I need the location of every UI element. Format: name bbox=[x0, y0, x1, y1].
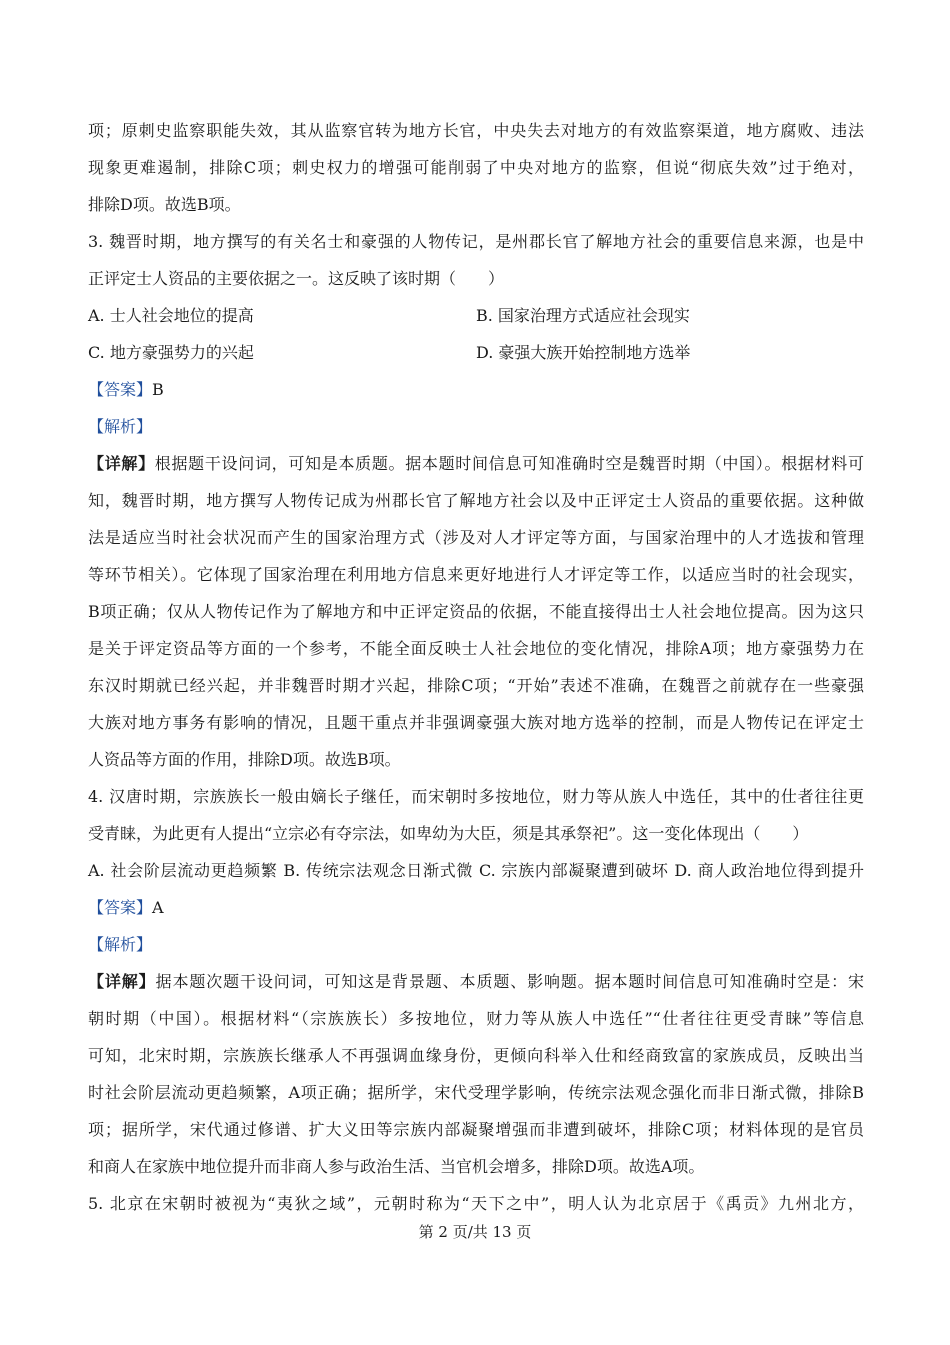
detail-text: 据本题次题干设问词，可知这是背景题、本质题、影响题。据本题时间信息可知准确时空是：宋 bbox=[155, 972, 864, 991]
text-line: 排除D项。故选B项。 bbox=[88, 195, 241, 214]
detail-line bbox=[88, 963, 864, 1000]
detail-line: 大族对地方事务有影响的情况，且题干重点并非强调豪强大族对地方选举的控制，而是人物传记在评定士 bbox=[88, 713, 864, 732]
detail-text: 根据题干设问词，可知是本质题。据本题时间信息可知准确时空是魏晋时期（中国）。根据材料可 bbox=[154, 454, 864, 473]
detail-line: 等环节相关）。它体现了国家治理在利用地方信息来更好地进行人才评定等工作，以适应当时的社会现实， bbox=[88, 565, 864, 584]
detail-line: 法是适应当时社会状况而产生的国家治理方式（涉及对人才评定等方面，与国家治理中的人才选拔和管理 bbox=[88, 528, 864, 547]
question-5 bbox=[88, 1185, 864, 1222]
prev-question-continuation bbox=[88, 112, 864, 223]
detail-line: 知，魏晋时期，地方撰写人物传记成为州郡长官了解地方社会以及中正评定士人资品的重要依据。这种做 bbox=[88, 491, 864, 510]
options-row bbox=[88, 297, 864, 334]
text-line: 项；原刺史监察职能失效，其从监察官转为地方长官，中央失去对地方的有效监察渠道，地方腐败、违法 bbox=[88, 121, 864, 140]
answer-value: A bbox=[152, 898, 164, 917]
question-4 bbox=[88, 778, 864, 1185]
analysis-tag: 【解析】 bbox=[88, 935, 153, 954]
detail-line: B项正确；仅从人物传记作为了解地方和中正评定资品的依据，不能直接得出士人社会地位提高。因为这只 bbox=[88, 602, 864, 621]
option-d: D. 豪强大族开始控制地方选举 bbox=[476, 343, 691, 362]
detail-line: 是关于评定资品等方面的一个参考，不能全面反映士人社会地位的变化情况，排除A项；地方豪强势力在 bbox=[88, 639, 864, 658]
options-line: A. 社会阶层流动更趋频繁 B. 传统宗法观念日渐式微 C. 宗族内部凝聚遭到破坏 D. 商人政治地位得到提升 bbox=[88, 861, 864, 880]
detail-line: 人资品等方面的作用，排除D项。故选B项。 bbox=[88, 750, 401, 769]
page-footer: 第 2 页/共 13 页 bbox=[418, 1223, 532, 1241]
question-stem-line: 正评定士人资品的主要依据之一。这反映了该时期（ ） bbox=[88, 269, 505, 288]
detail-tag: 【详解】 bbox=[88, 972, 156, 991]
detail-line: 和商人在家族中地位提升而非商人参与政治生活、当官机会增多，排除D项。故选A项。 bbox=[88, 1157, 705, 1176]
question-stem-line: 4. 汉唐时期，宗族族长一般由嫡长子继任，而宋朝时多按地位，财力等从族人中选任，其中的仕者往往更 bbox=[88, 787, 864, 806]
page-content bbox=[88, 112, 864, 1222]
answer-line bbox=[88, 889, 864, 926]
question-stem-line: 5. 北京在宋朝时被视为“夷狄之域”，元朝时称为“天下之中”，明人认为北京居于《禹贡》九州北方， bbox=[88, 1194, 864, 1213]
answer-line bbox=[88, 371, 864, 408]
detail-line: 项；据所学，宋代通过修谱、扩大义田等宗族内部凝聚增强而非遭到破坏，排除C项；材料体现的是官员 bbox=[88, 1120, 864, 1139]
option-a: A. 士人社会地位的提高 bbox=[88, 306, 254, 325]
detail-line: 可知，北宋时期，宗族族长继承人不再强调血缘身份，更倾向科举入仕和经商致富的家族成员，反映出当 bbox=[88, 1046, 864, 1065]
text-line: 现象更难遏制，排除C项；刺史权力的增强可能削弱了中央对地方的监察，但说“彻底失效”过于绝对， bbox=[88, 158, 864, 177]
answer-tag: 【答案】 bbox=[88, 898, 153, 917]
question-stem-line: 3. 魏晋时期，地方撰写的有关名士和豪强的人物传记，是州郡长官了解地方社会的重要信息来源，也是中 bbox=[88, 232, 864, 251]
detail-line: 东汉时期就已经兴起，并非魏晋时期才兴起，排除C项；“开始”表述不准确，在魏晋之前就存在一些豪强 bbox=[88, 676, 864, 695]
option-c: C. 地方豪强势力的兴起 bbox=[88, 343, 254, 362]
answer-value: B bbox=[152, 380, 164, 399]
detail-line bbox=[88, 445, 864, 482]
analysis-tag: 【解析】 bbox=[88, 417, 153, 436]
detail-line: 朝时期（中国）。根据材料“（宗族族长）多按地位，财力等从族人中选任”“仕者往往更受青睐”等信息 bbox=[88, 1009, 864, 1028]
answer-tag: 【答案】 bbox=[88, 380, 153, 399]
detail-line: 时社会阶层流动更趋频繁，A项正确；据所学，宋代受理学影响，传统宗法观念强化而非日渐式微，排除B bbox=[88, 1083, 864, 1102]
question-stem-line: 受青睐，为此更有人提出“立宗必有夺宗法，如卑幼为大臣，须是其承祭祀”。这一变化体现出（ ） bbox=[88, 824, 809, 843]
question-3 bbox=[88, 223, 864, 778]
detail-tag: 【详解】 bbox=[88, 454, 155, 473]
option-b: B. 国家治理方式适应社会现实 bbox=[476, 306, 690, 325]
options-row bbox=[88, 334, 864, 371]
